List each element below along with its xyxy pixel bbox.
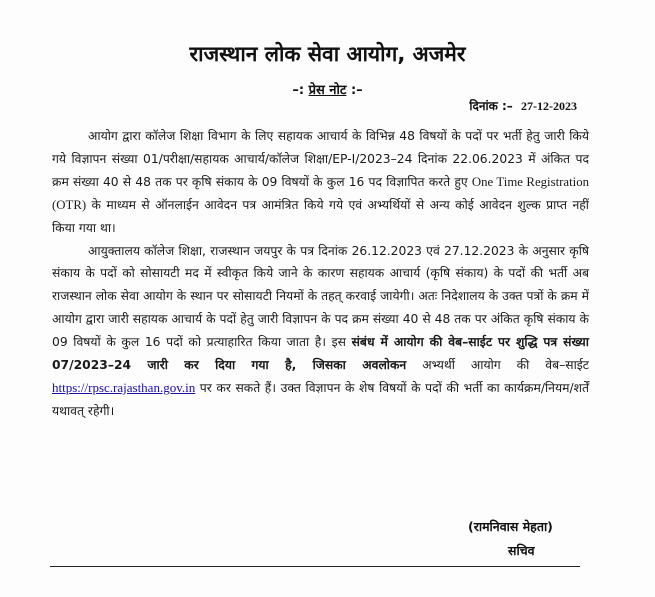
page-title: राजस्थान लोक सेवा आयोग, अजमेर	[189, 42, 466, 66]
rpsc-website-link[interactable]: https://rpsc.rajasthan.gov.in	[52, 379, 196, 395]
press-note-heading	[0, 80, 655, 98]
press-note-suffix: :–	[346, 83, 363, 98]
para2-text-a: आयुक्तालय कॉलेज शिक्षा, राजस्थान जयपुर के पत्र दिनांक 26.12.2023 एवं 27.12.2023 के अनुसार कृषि संकाय के पदों को सोसायटी मद में स्वीकृत किये जाने के कारण सहायक आचार्य (कृषि संकाय) के पदों की भर्ती अब राजस्थान लोक सेवा आयोग के स्थान पर सोसायटी नियमों के तहत् करवाई जायेगी। अतः निदेशालय के उक्त पत्रों के क्रम में आयोग द्वारा जारी सहायक आचार्य के पदों हेतु जारी विज्ञापन के पद क्रम संख्या 40 से 48 तक पर अंकित कृषि संकाय के 09 विषयों के कुल 16 पदों को प्रत्याहारित किया जाता है। इस	[52, 243, 589, 350]
otr-text: One Time Registration (OTR)	[52, 174, 589, 212]
para2-bold-text: संबंध में आयोग की वेब–साईट पर शुद्धि पत्र संख्या 07/2023–24 जारी कर दिया गया है, जिसका अवलोकन	[52, 335, 589, 373]
para2-text-b: अभ्यर्थी आयोग की वेब–साईट	[406, 358, 589, 373]
para1-text-b: के माध्यम से ऑनलाईन आवेदन पत्र आमंत्रित किये गये एवं अभ्यर्थियों से अन्य कोई आवेदन शुल्क प्राप्त नहीं किया गया था।	[52, 197, 589, 235]
signatory-name: (रामनिवास मेहता)	[468, 519, 553, 534]
para1-text-a: आयोग द्वारा कॉलेज शिक्षा विभाग के लिए सहायक आचार्य के विभिन्न 48 विषयों के पदों पर भर्ती हेतु जारी किये गये विज्ञापन संख्या 01/परीक्षा/सहायक आचार्य/कॉलेज शिक्षा/EP-I/2023–24 दिनांक 22.06.2023 में अंकित पद क्रम संख्या 40 से 48 तक पर कृषि संकाय के 09 विषयों के कुल 16 पद विज्ञापित करते हुए	[52, 129, 589, 189]
para2-text-c: पर कर सकते हैं। उक्त विज्ञापन के शेष विषयों के पदों की भर्ती का कार्यक्रम/नियम/शर्तें यथावत् रहेगी।	[52, 380, 589, 418]
date-label: दिनांक :–	[469, 99, 513, 113]
press-note-prefix: –:	[292, 83, 309, 98]
bottom-divider	[50, 566, 580, 567]
date-line	[469, 97, 577, 114]
press-note-body	[52, 125, 589, 423]
press-note-label: प्रेस नोट	[308, 83, 347, 98]
signatory-designation: सचिव	[508, 543, 535, 558]
paragraph-2	[52, 240, 589, 423]
paragraph-1	[52, 125, 589, 240]
date-value: 27-12-2023	[521, 99, 577, 113]
